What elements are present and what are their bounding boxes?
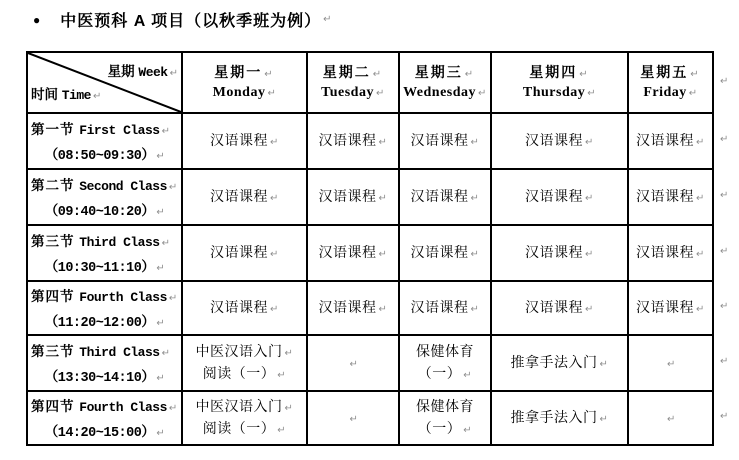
course-cell <box>629 170 712 224</box>
course-cell <box>629 392 712 444</box>
text-run: 汉语课程 <box>410 132 469 149</box>
course-cell <box>400 170 490 224</box>
course-text <box>196 396 294 418</box>
return-mark: ↵ <box>375 88 385 100</box>
text-run: 推拿手法入门 <box>510 409 598 426</box>
course-cell <box>400 282 490 334</box>
return-mark: ↵ <box>478 88 487 100</box>
return-mark: ↵ <box>579 69 590 81</box>
return-mark: ↵ <box>168 182 178 193</box>
text-run: 保健体育 <box>416 398 474 415</box>
row-end-mark: ↵ <box>720 134 729 145</box>
period-zh: 第四节 <box>31 399 80 415</box>
return-mark: ↵ <box>585 304 594 316</box>
course-cell <box>308 282 398 334</box>
bullet-icon: ● <box>33 12 41 27</box>
course-text <box>319 186 388 208</box>
return-mark: ↵ <box>470 137 480 149</box>
row-end-mark: ↵ <box>720 75 729 87</box>
text-run: 汉语课程 <box>410 299 469 316</box>
time-header-label <box>31 83 101 103</box>
return-mark: ↵ <box>168 293 178 305</box>
return-mark: ↵ <box>284 403 294 415</box>
course-text <box>636 297 705 319</box>
course-text <box>411 242 480 264</box>
week-header-label <box>108 60 178 80</box>
time-cell <box>28 170 181 224</box>
return-mark: ↵ <box>667 414 676 426</box>
text-run: 汉语课程 <box>410 244 469 261</box>
text-run: 星期四 <box>529 64 578 81</box>
return-mark: ↵ <box>323 13 332 25</box>
return-mark: ↵ <box>696 249 705 261</box>
course-cell <box>183 226 306 280</box>
return-mark: ↵ <box>349 359 359 371</box>
return-mark: ↵ <box>168 403 178 415</box>
return-mark: ↵ <box>270 249 279 261</box>
course-text <box>210 186 279 208</box>
row-end-mark: ↵ <box>720 190 729 201</box>
course-text <box>203 418 286 440</box>
course-text <box>525 130 594 152</box>
return-mark: ↵ <box>378 193 388 205</box>
return-mark: ↵ <box>470 249 480 261</box>
period-label <box>28 118 181 139</box>
row-end-mark: ↵ <box>720 356 729 367</box>
text-run: Friday <box>643 85 687 101</box>
course-text <box>210 130 279 152</box>
return-mark: ↵ <box>156 317 165 329</box>
text-run: 汉语课程 <box>210 299 269 316</box>
course-cell <box>308 392 398 444</box>
text-run: （11:20~12:00） <box>44 315 155 331</box>
day-header-cell-monday <box>183 53 306 112</box>
course-text <box>319 242 388 264</box>
text-run: 阅读（一） <box>202 365 276 381</box>
period-en: Third Class <box>79 235 160 250</box>
time-cell <box>28 336 181 390</box>
day-name-en <box>643 83 697 103</box>
row-end-mark: ↵ <box>720 301 729 312</box>
course-text <box>203 363 286 385</box>
text-run: 汉语课程 <box>318 188 377 205</box>
text-run: （08:50~09:30） <box>44 149 155 164</box>
course-cell <box>308 336 398 390</box>
return-mark: ↵ <box>349 414 359 426</box>
return-mark: ↵ <box>585 193 594 205</box>
course-cell <box>183 282 306 334</box>
course-cell <box>183 114 306 168</box>
course-text <box>196 341 294 363</box>
return-mark: ↵ <box>156 151 165 162</box>
period-label <box>28 285 181 306</box>
return-mark: ↵ <box>667 359 676 371</box>
text-run: 汉语课程 <box>525 244 584 261</box>
document-title <box>33 8 332 31</box>
return-mark: ↵ <box>264 69 275 81</box>
text-run: 推拿手法入门 <box>510 354 598 371</box>
row-end-mark: ↵ <box>720 411 729 422</box>
course-cell <box>183 336 306 390</box>
text-run: （13:30~14:10） <box>44 371 155 386</box>
time-range <box>28 365 181 386</box>
course-text <box>665 352 676 374</box>
course-text <box>636 130 705 152</box>
return-mark: ↵ <box>270 137 279 149</box>
return-mark: ↵ <box>161 238 170 249</box>
course-text <box>525 297 594 319</box>
text-run: 星期五 <box>640 64 689 81</box>
text-run: （14:20~15:00） <box>44 425 155 441</box>
text-run: 星期二 <box>322 64 371 81</box>
course-text <box>319 130 388 152</box>
period-en: Fourth Class <box>79 290 167 306</box>
text-run: （一） <box>417 365 462 381</box>
return-mark: ↵ <box>378 249 388 261</box>
course-text <box>319 297 388 319</box>
period-label <box>28 230 181 251</box>
time-range <box>28 143 181 164</box>
week-label-en: Week <box>138 65 168 80</box>
course-cell <box>308 170 398 224</box>
course-text <box>525 186 594 208</box>
return-mark: ↵ <box>161 126 170 137</box>
return-mark: ↵ <box>378 304 388 316</box>
text-run: 汉语课程 <box>636 299 695 316</box>
course-cell <box>629 336 712 390</box>
week-label-zh: 星期 <box>107 64 139 79</box>
period-zh: 第一节 <box>31 122 80 137</box>
return-mark: ↵ <box>696 193 705 205</box>
course-text <box>525 242 594 264</box>
title-text: 中医预科 A 项目（以秋季班为例） <box>60 13 322 30</box>
return-mark: ↵ <box>378 137 388 149</box>
return-mark: ↵ <box>599 359 609 371</box>
course-cell <box>492 226 627 280</box>
course-cell <box>308 114 398 168</box>
text-run: 星期一 <box>214 64 263 81</box>
period-zh: 第二节 <box>31 178 80 193</box>
return-mark: ↵ <box>463 425 473 436</box>
return-mark: ↵ <box>277 425 287 436</box>
time-cell <box>28 392 181 444</box>
course-cell <box>400 392 490 444</box>
course-cell <box>629 114 712 168</box>
time-label-zh: 时间 <box>31 87 62 102</box>
day-name-en <box>403 83 487 103</box>
text-run: Tuesday <box>321 85 374 101</box>
return-mark: ↵ <box>156 373 165 384</box>
course-cell <box>183 170 306 224</box>
course-text <box>511 407 609 429</box>
return-mark: ↵ <box>585 137 594 149</box>
course-text <box>411 186 480 208</box>
text-run: 汉语课程 <box>210 188 269 205</box>
return-mark: ↵ <box>696 304 705 316</box>
day-name-zh <box>214 62 274 83</box>
period-zh: 第三节 <box>31 344 80 359</box>
course-cell <box>400 226 490 280</box>
schedule-table <box>26 51 714 446</box>
course-cell <box>183 392 306 444</box>
period-en: Third Class <box>79 345 160 360</box>
day-name-en <box>213 83 277 103</box>
course-text <box>416 341 474 363</box>
day-name-zh <box>323 62 383 83</box>
course-text <box>636 186 705 208</box>
day-header-cell-wednesday <box>400 53 490 112</box>
return-mark: ↵ <box>463 370 473 381</box>
return-mark: ↵ <box>156 207 165 218</box>
period-en: First Class <box>79 123 160 138</box>
course-text <box>210 242 279 264</box>
time-range <box>28 199 181 220</box>
period-zh: 第四节 <box>31 289 80 305</box>
course-cell <box>400 336 490 390</box>
return-mark: ↵ <box>277 370 287 381</box>
text-run: 汉语课程 <box>210 244 269 261</box>
return-mark: ↵ <box>696 137 705 149</box>
time-range <box>28 420 181 441</box>
return-mark: ↵ <box>585 249 594 261</box>
text-run: 汉语课程 <box>318 299 377 316</box>
return-mark: ↵ <box>270 193 279 205</box>
day-header-cell-tuesday <box>308 53 398 112</box>
course-text <box>511 352 609 374</box>
day-name-zh <box>640 62 700 83</box>
return-mark: ↵ <box>169 68 178 79</box>
return-mark: ↵ <box>270 304 279 316</box>
day-header-cell-thursday <box>492 53 627 112</box>
course-text <box>411 130 480 152</box>
period-label <box>28 174 181 195</box>
time-cell <box>28 114 181 168</box>
course-text <box>348 352 359 374</box>
course-cell <box>492 336 627 390</box>
course-text <box>418 363 472 385</box>
return-mark: ↵ <box>464 69 476 81</box>
period-en: Fourth Class <box>79 400 167 416</box>
text-run: 汉语课程 <box>318 132 377 149</box>
text-run: 中医汉语入门 <box>195 398 283 415</box>
course-cell <box>308 226 398 280</box>
text-run: 汉语课程 <box>210 132 269 149</box>
course-text <box>416 396 474 418</box>
return-mark: ↵ <box>587 88 597 100</box>
corner-cell <box>28 53 181 112</box>
text-run: 中医汉语入门 <box>195 343 283 360</box>
return-mark: ↵ <box>92 91 102 102</box>
text-run: （09:40~10:20） <box>44 205 155 220</box>
course-cell <box>492 170 627 224</box>
course-text <box>636 242 705 264</box>
text-run: 汉语课程 <box>636 244 695 261</box>
time-cell <box>28 226 181 280</box>
return-mark: ↵ <box>156 427 165 439</box>
text-run: Thursday <box>522 85 586 101</box>
text-run: 汉语课程 <box>525 132 584 149</box>
return-mark: ↵ <box>156 263 165 274</box>
period-label <box>28 395 181 416</box>
text-run: 阅读（一） <box>202 420 276 436</box>
text-run: 汉语课程 <box>636 132 695 149</box>
period-en: Second Class <box>79 179 167 194</box>
course-cell <box>629 282 712 334</box>
course-cell <box>492 114 627 168</box>
text-run: 汉语课程 <box>636 188 695 205</box>
course-cell <box>629 226 712 280</box>
return-mark: ↵ <box>372 69 384 81</box>
course-text <box>411 297 480 319</box>
return-mark: ↵ <box>690 69 701 81</box>
course-cell <box>400 114 490 168</box>
text-run: Wednesday <box>403 85 477 101</box>
time-label-en: Time <box>61 88 91 103</box>
day-header-cell-friday <box>629 53 712 112</box>
day-name-zh <box>415 62 475 83</box>
return-mark: ↵ <box>267 88 277 100</box>
return-mark: ↵ <box>284 348 294 360</box>
day-name-en <box>321 83 385 103</box>
time-range <box>28 310 181 331</box>
text-run: 汉语课程 <box>525 188 584 205</box>
text-run: 星期三 <box>414 64 463 81</box>
period-label <box>28 340 181 361</box>
text-run: 汉语课程 <box>410 188 469 205</box>
return-mark: ↵ <box>161 348 170 359</box>
time-range <box>28 255 181 276</box>
course-cell <box>492 282 627 334</box>
return-mark: ↵ <box>470 193 480 205</box>
text-run: Monday <box>212 85 266 101</box>
text-run: 汉语课程 <box>318 244 377 261</box>
text-run: （10:30~11:10） <box>44 261 155 276</box>
course-text <box>348 407 359 429</box>
course-text <box>665 407 676 429</box>
text-run: 保健体育 <box>416 343 474 360</box>
return-mark: ↵ <box>599 414 609 426</box>
text-run: （一） <box>417 420 462 436</box>
day-name-zh <box>529 62 589 83</box>
course-cell <box>492 392 627 444</box>
row-end-mark: ↵ <box>720 246 729 257</box>
return-mark: ↵ <box>470 304 480 316</box>
return-mark: ↵ <box>688 88 698 100</box>
time-cell <box>28 282 181 334</box>
course-text <box>418 418 472 440</box>
day-name-en <box>523 83 596 103</box>
period-zh: 第三节 <box>31 234 80 249</box>
course-text <box>210 297 279 319</box>
text-run: 汉语课程 <box>525 299 584 316</box>
